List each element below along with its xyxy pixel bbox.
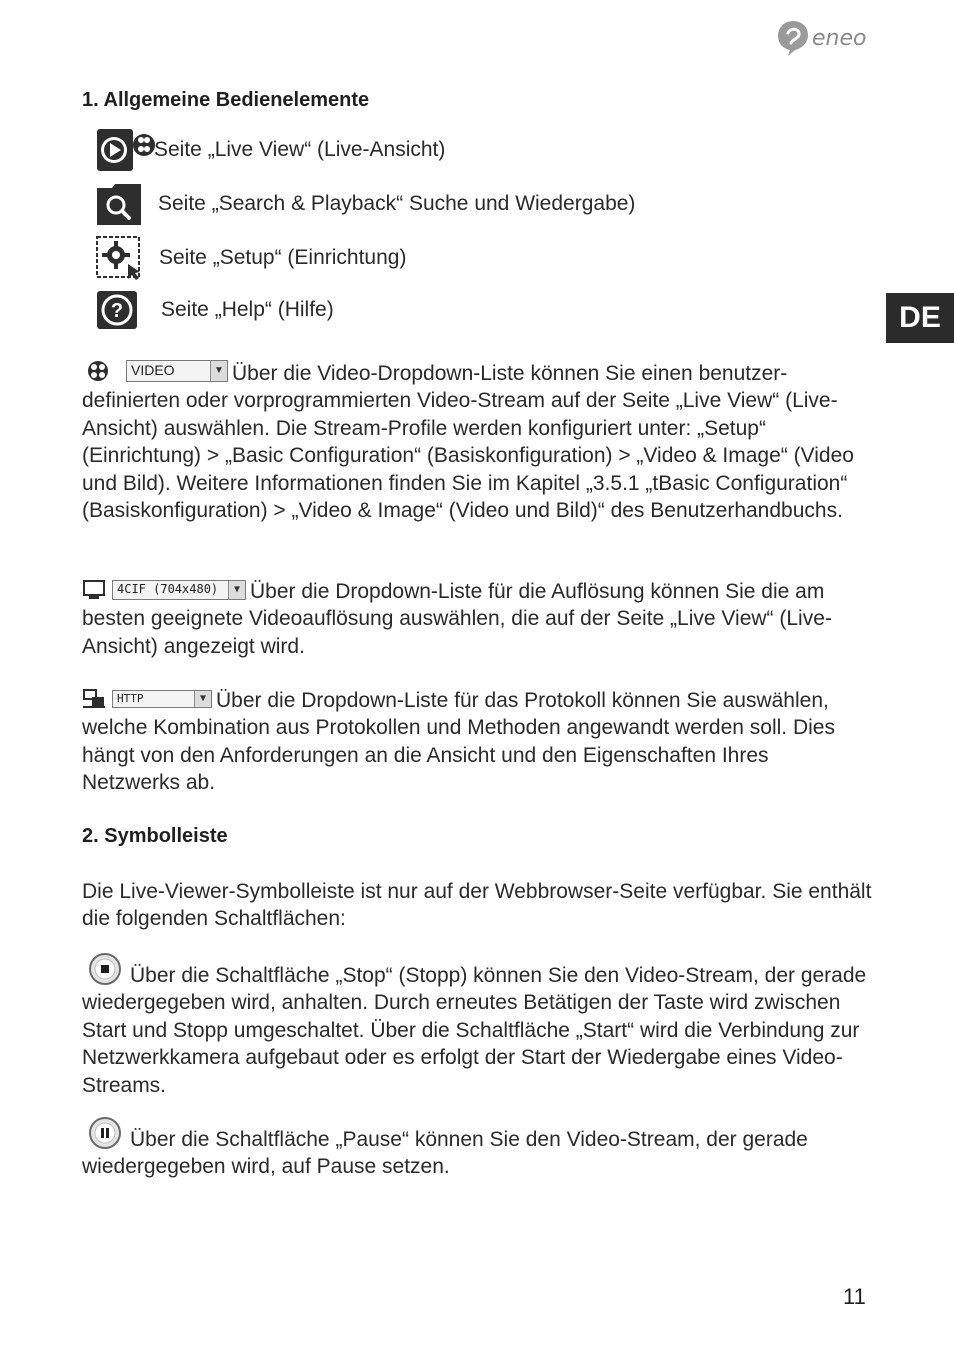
eneo-logo-mark-icon <box>776 19 810 57</box>
toolbar-intro: Die Live-Viewer-Symbolleiste ist nur auf der Webbrowser-Seite verfügbar. Sie enthält die folgenden Schaltflächen: <box>82 880 872 931</box>
nav-item-live-view <box>96 128 445 172</box>
live-view-icon <box>96 128 156 172</box>
film-reel-icon <box>82 360 114 382</box>
video-dropdown-value: VIDEO <box>131 362 175 379</box>
help-icon <box>96 290 161 330</box>
protocol-dropdown-description <box>82 687 872 797</box>
logo-text: eneo <box>812 25 867 51</box>
chevron-down-icon: ▼ <box>210 361 227 381</box>
video-dropdown-description <box>82 360 872 524</box>
network-icon <box>82 689 106 709</box>
monitor-icon <box>82 580 106 600</box>
resolution-dropdown-description <box>82 578 872 660</box>
protocol-dropdown-control <box>82 689 212 709</box>
protocol-dropdown-text: Über die Dropdown-Liste für das Protokoll können Sie auswählen, welche Kombination aus Protokollen und Methoden angewandt werden soll. Dies hängt von den Anforderungen an die Ansicht und den Eigenschaften Ihres Netzwerks ab. <box>82 689 835 795</box>
nav-item-search-playback-label: Seite „Search & Playback“ Suche und Wiedergabe) <box>158 192 636 215</box>
resolution-dropdown-text: Über die Dropdown-Liste für die Auflösung können Sie die am besten geeignete Videoauflösung auswählen, die auf der Seite „Live View“ (Live-Ansicht) angezeigt wird. <box>82 580 832 658</box>
video-dropdown-text: Über die Video-Dropdown-Liste können Sie einen benutzer-definierten oder vorprogrammierten Video-Stream auf der Seite „Live View“ (Live-Ansicht) auswählen. Die Stream-Profile werden konfiguriert unter: „Setup“ (Einrichtung) > „Basic Configuration“ (Basiskonfiguration) > „Video & Image“ (Video und Bild). Weitere Informationen finden Sie im Kapitel „3.5.1 „tBasic Configuration“ (Basiskonfiguration) > „Video & Image“ (Video und Bild)“ des Benutzerhandbuchs. <box>82 362 854 523</box>
protocol-dropdown <box>112 690 212 708</box>
stop-icon <box>88 952 122 986</box>
stop-button-description <box>82 952 872 1099</box>
nav-item-setup-label: Seite „Setup“ (Einrichtung) <box>159 246 407 269</box>
stop-button-sample <box>88 952 122 986</box>
nav-item-setup <box>96 236 406 280</box>
section-heading-symbolleiste: 2. Symbolleiste <box>82 825 228 847</box>
pause-button-description <box>82 1116 872 1181</box>
section-heading-allgemeine-bedienelemente: 1. Allgemeine Bedienelemente <box>82 89 370 111</box>
eneo-logo <box>776 18 866 58</box>
svg-text:?: ? <box>110 300 124 322</box>
stop-button-text: Über die Schaltfläche „Stop“ (Stopp) können Sie den Video-Stream, der gerade wiedergegeben wird, anhalten. Durch erneutes Betätigen der Taste wird zwischen Start und Stopp umgeschaltet. Über die Schaltfläche „Start“ wird die Verbindung zur Netzwerkkamera aufgebaut oder es erfolgt der Start der Wiedergabe eines Video-Streams. <box>82 964 867 1097</box>
pause-button-text: Über die Schaltfläche „Pause“ können Sie den Video-Stream, der gerade wiedergegeben wird, auf Pause setzen. <box>82 1128 808 1179</box>
pause-icon <box>88 1116 122 1150</box>
chevron-down-icon: ▼ <box>228 581 245 599</box>
video-dropdown <box>126 360 228 382</box>
resolution-dropdown-control <box>82 580 246 600</box>
search-playback-icon <box>96 183 158 225</box>
nav-item-live-view-label: Seite „Live View“ (Live-Ansicht) <box>154 138 446 161</box>
page-number: 11 <box>843 1284 866 1309</box>
nav-item-search-playback <box>96 183 635 225</box>
resolution-dropdown <box>112 580 246 600</box>
nav-item-help <box>96 290 334 330</box>
protocol-dropdown-value: HTTP <box>117 692 144 706</box>
setup-icon <box>96 236 159 280</box>
resolution-dropdown-value: 4CIF (704x480) <box>117 582 219 597</box>
language-tab: DE <box>886 293 954 343</box>
chevron-down-icon: ▼ <box>194 691 211 707</box>
pause-button-sample <box>88 1116 122 1150</box>
nav-item-help-label: Seite „Help“ (Hilfe) <box>161 298 334 321</box>
video-dropdown-control <box>82 360 228 382</box>
